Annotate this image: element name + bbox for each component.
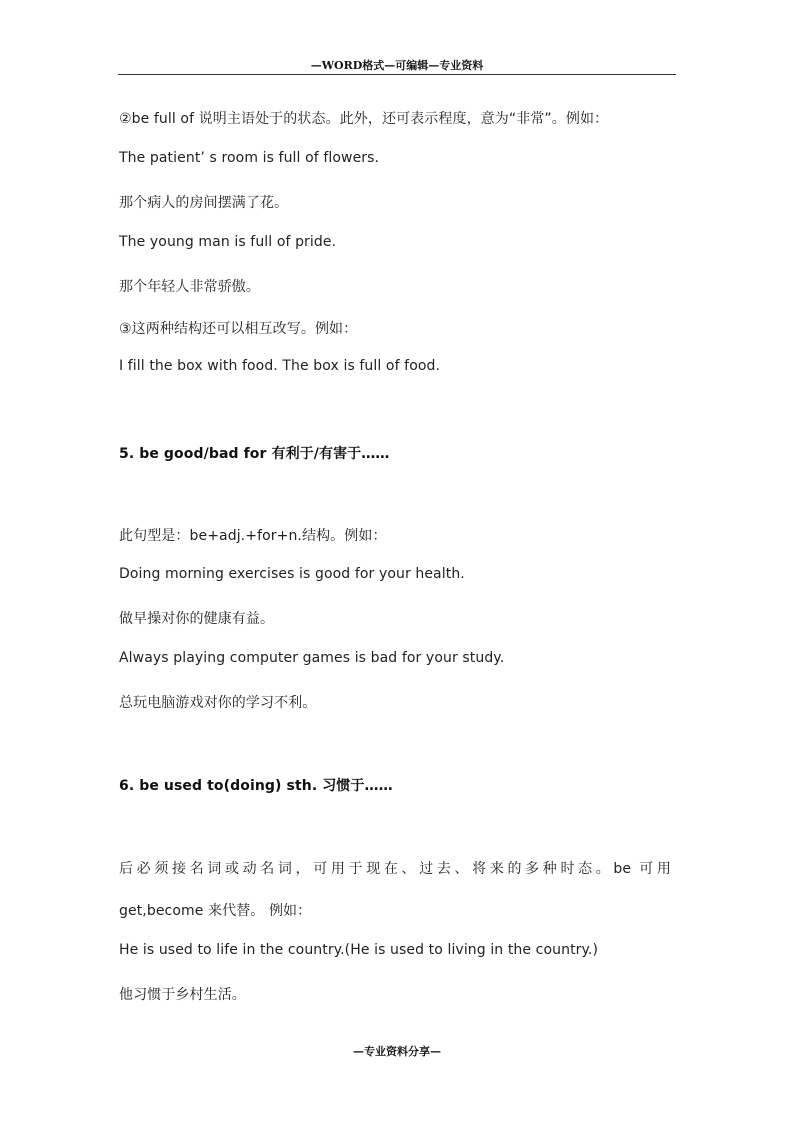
section-heading-5: 5. be good/bad for 有利于/有害于…… <box>119 446 390 462</box>
text-line-9: Doing morning exercises is good for your health. <box>119 566 465 582</box>
text-line-3: 那个病人的房间摆满了花。 <box>119 195 289 211</box>
section-heading-6: 6. be used to(doing) sth. 习惯于…… <box>119 778 393 794</box>
text-line-15: He is used to life in the country.(He is used to living in the country.) <box>119 942 599 958</box>
text-line-13: 后必须接名词或动名词，可用于现在、过去、将来的多种时态。be 可用 <box>119 861 671 877</box>
page-footer: —专业资料分享— <box>353 1045 441 1058</box>
page-header: —WORD格式—可编辑—专业资料 <box>310 59 484 72</box>
text-line-10: 做早操对你的健康有益。 <box>119 611 275 627</box>
header-divider <box>118 74 676 75</box>
text-line-8: 此句型是：be+adj.+for+n.结构。例如： <box>119 528 387 544</box>
text-line-2: The patient’ s room is full of flowers. <box>119 150 380 166</box>
text-line-7: I fill the box with food. The box is full of food. <box>119 358 441 374</box>
text-line-11: Always playing computer games is bad for your study. <box>119 650 505 666</box>
text-line-4: The young man is full of pride. <box>119 234 337 250</box>
text-line-14: get,become 来代替。 例如： <box>119 903 312 919</box>
text-line-5: 那个年轻人非常骄傲。 <box>119 279 260 295</box>
text-line-12: 总玩电脑游戏对你的学习不利。 <box>119 695 317 711</box>
text-line-16: 他习惯于乡村生活。 <box>119 987 246 1003</box>
text-line-1: ②be full of 说明主语处于的状态。此外，还可表示程度，意为“非常”。例如： <box>119 111 609 127</box>
text-line-6: ③这两种结构还可以相互改写。例如： <box>119 321 358 337</box>
